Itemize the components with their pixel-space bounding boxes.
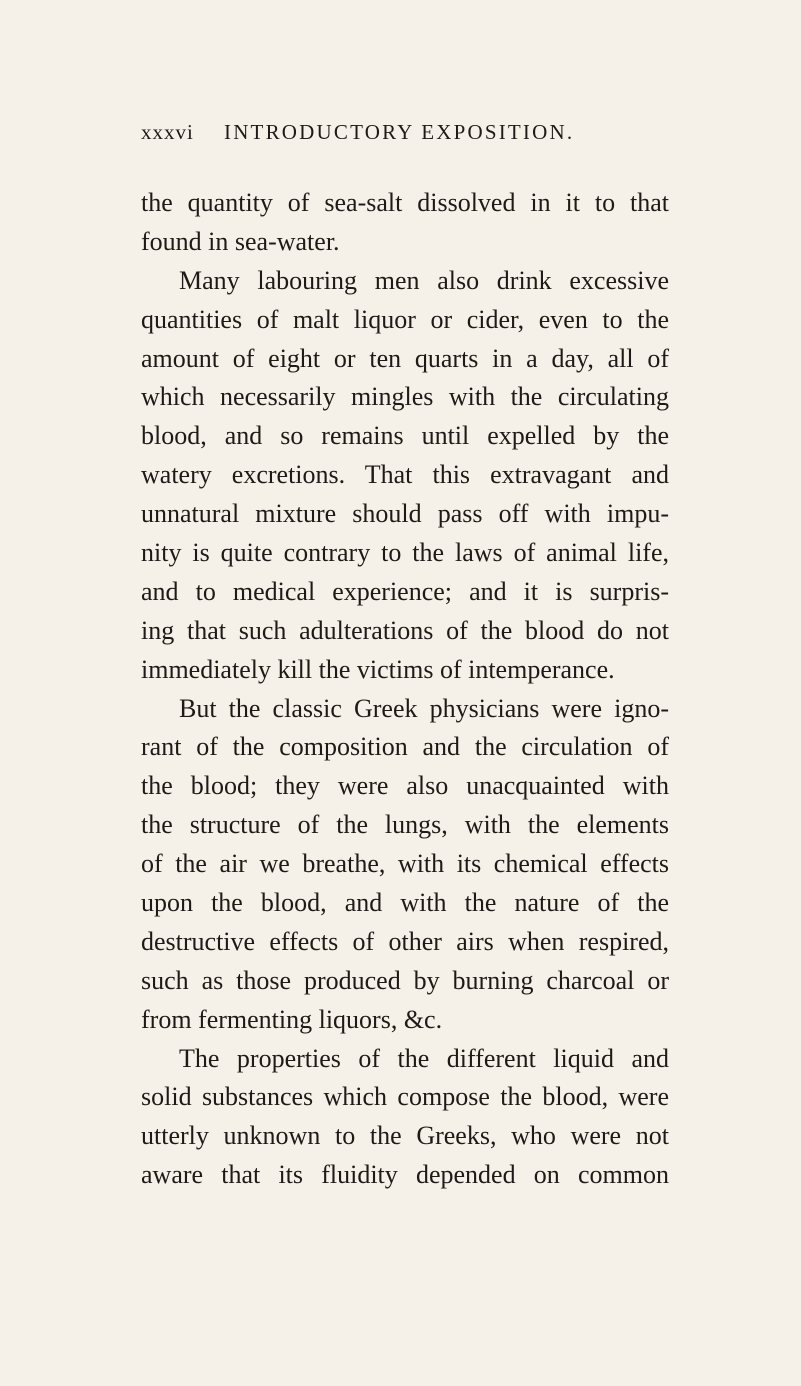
text-line: Many labouring men also drink excessive (179, 265, 669, 295)
text-line: rant of the composition and the circulation of (141, 732, 669, 762)
text-line: solid substances which compose the blood, were (141, 1082, 669, 1112)
running-head (141, 117, 701, 147)
text-line: the structure of the lungs, with the elements (141, 810, 669, 840)
body-text (141, 184, 669, 1195)
text-line: the blood; they were also unacquainted with (141, 771, 669, 801)
text-line: aware that its fluidity depended on common (141, 1160, 669, 1190)
text-line: the quantity of sea-salt dissolved in it to that (141, 188, 669, 217)
text-line: immediately kill the victims of intemperance. (141, 654, 615, 684)
text-line: destructive effects of other airs when respired, (141, 926, 669, 956)
text-line: ing that such adulterations of the blood do not (141, 615, 669, 645)
text-line: and to medical experience; and it is surpris- (141, 576, 669, 606)
text-line: But the classic Greek physicians were igno- (179, 693, 669, 723)
text-line: such as those produced by burning charcoal or (141, 965, 669, 995)
text-line: which necessarily mingles with the circulating (141, 382, 669, 412)
text-line: The properties of the different liquid and (179, 1043, 669, 1073)
text-line: quantities of malt liquor or cider, even to the (141, 304, 669, 334)
text-line: blood, and so remains until expelled by the (141, 421, 669, 451)
text-line: of the air we breathe, with its chemical effects (141, 849, 669, 879)
text-line: unnatural mixture should pass off with impu- (141, 499, 669, 529)
text-line: utterly unknown to the Greeks, who were not (141, 1121, 669, 1151)
running-title: INTRODUCTORY EXPOSITION. (224, 120, 575, 144)
text-line: nity is quite contrary to the laws of animal life, (141, 538, 669, 568)
page-number: xxxvi (141, 120, 194, 144)
text-line: from fermenting liquors, &c. (141, 1004, 443, 1034)
text-line: watery excretions. That this extravagant and (141, 460, 669, 490)
text-line: upon the blood, and with the nature of the (141, 888, 669, 918)
text-line: amount of eight or ten quarts in a day, all of (141, 343, 669, 373)
text-line: found in sea-water. (141, 226, 340, 256)
